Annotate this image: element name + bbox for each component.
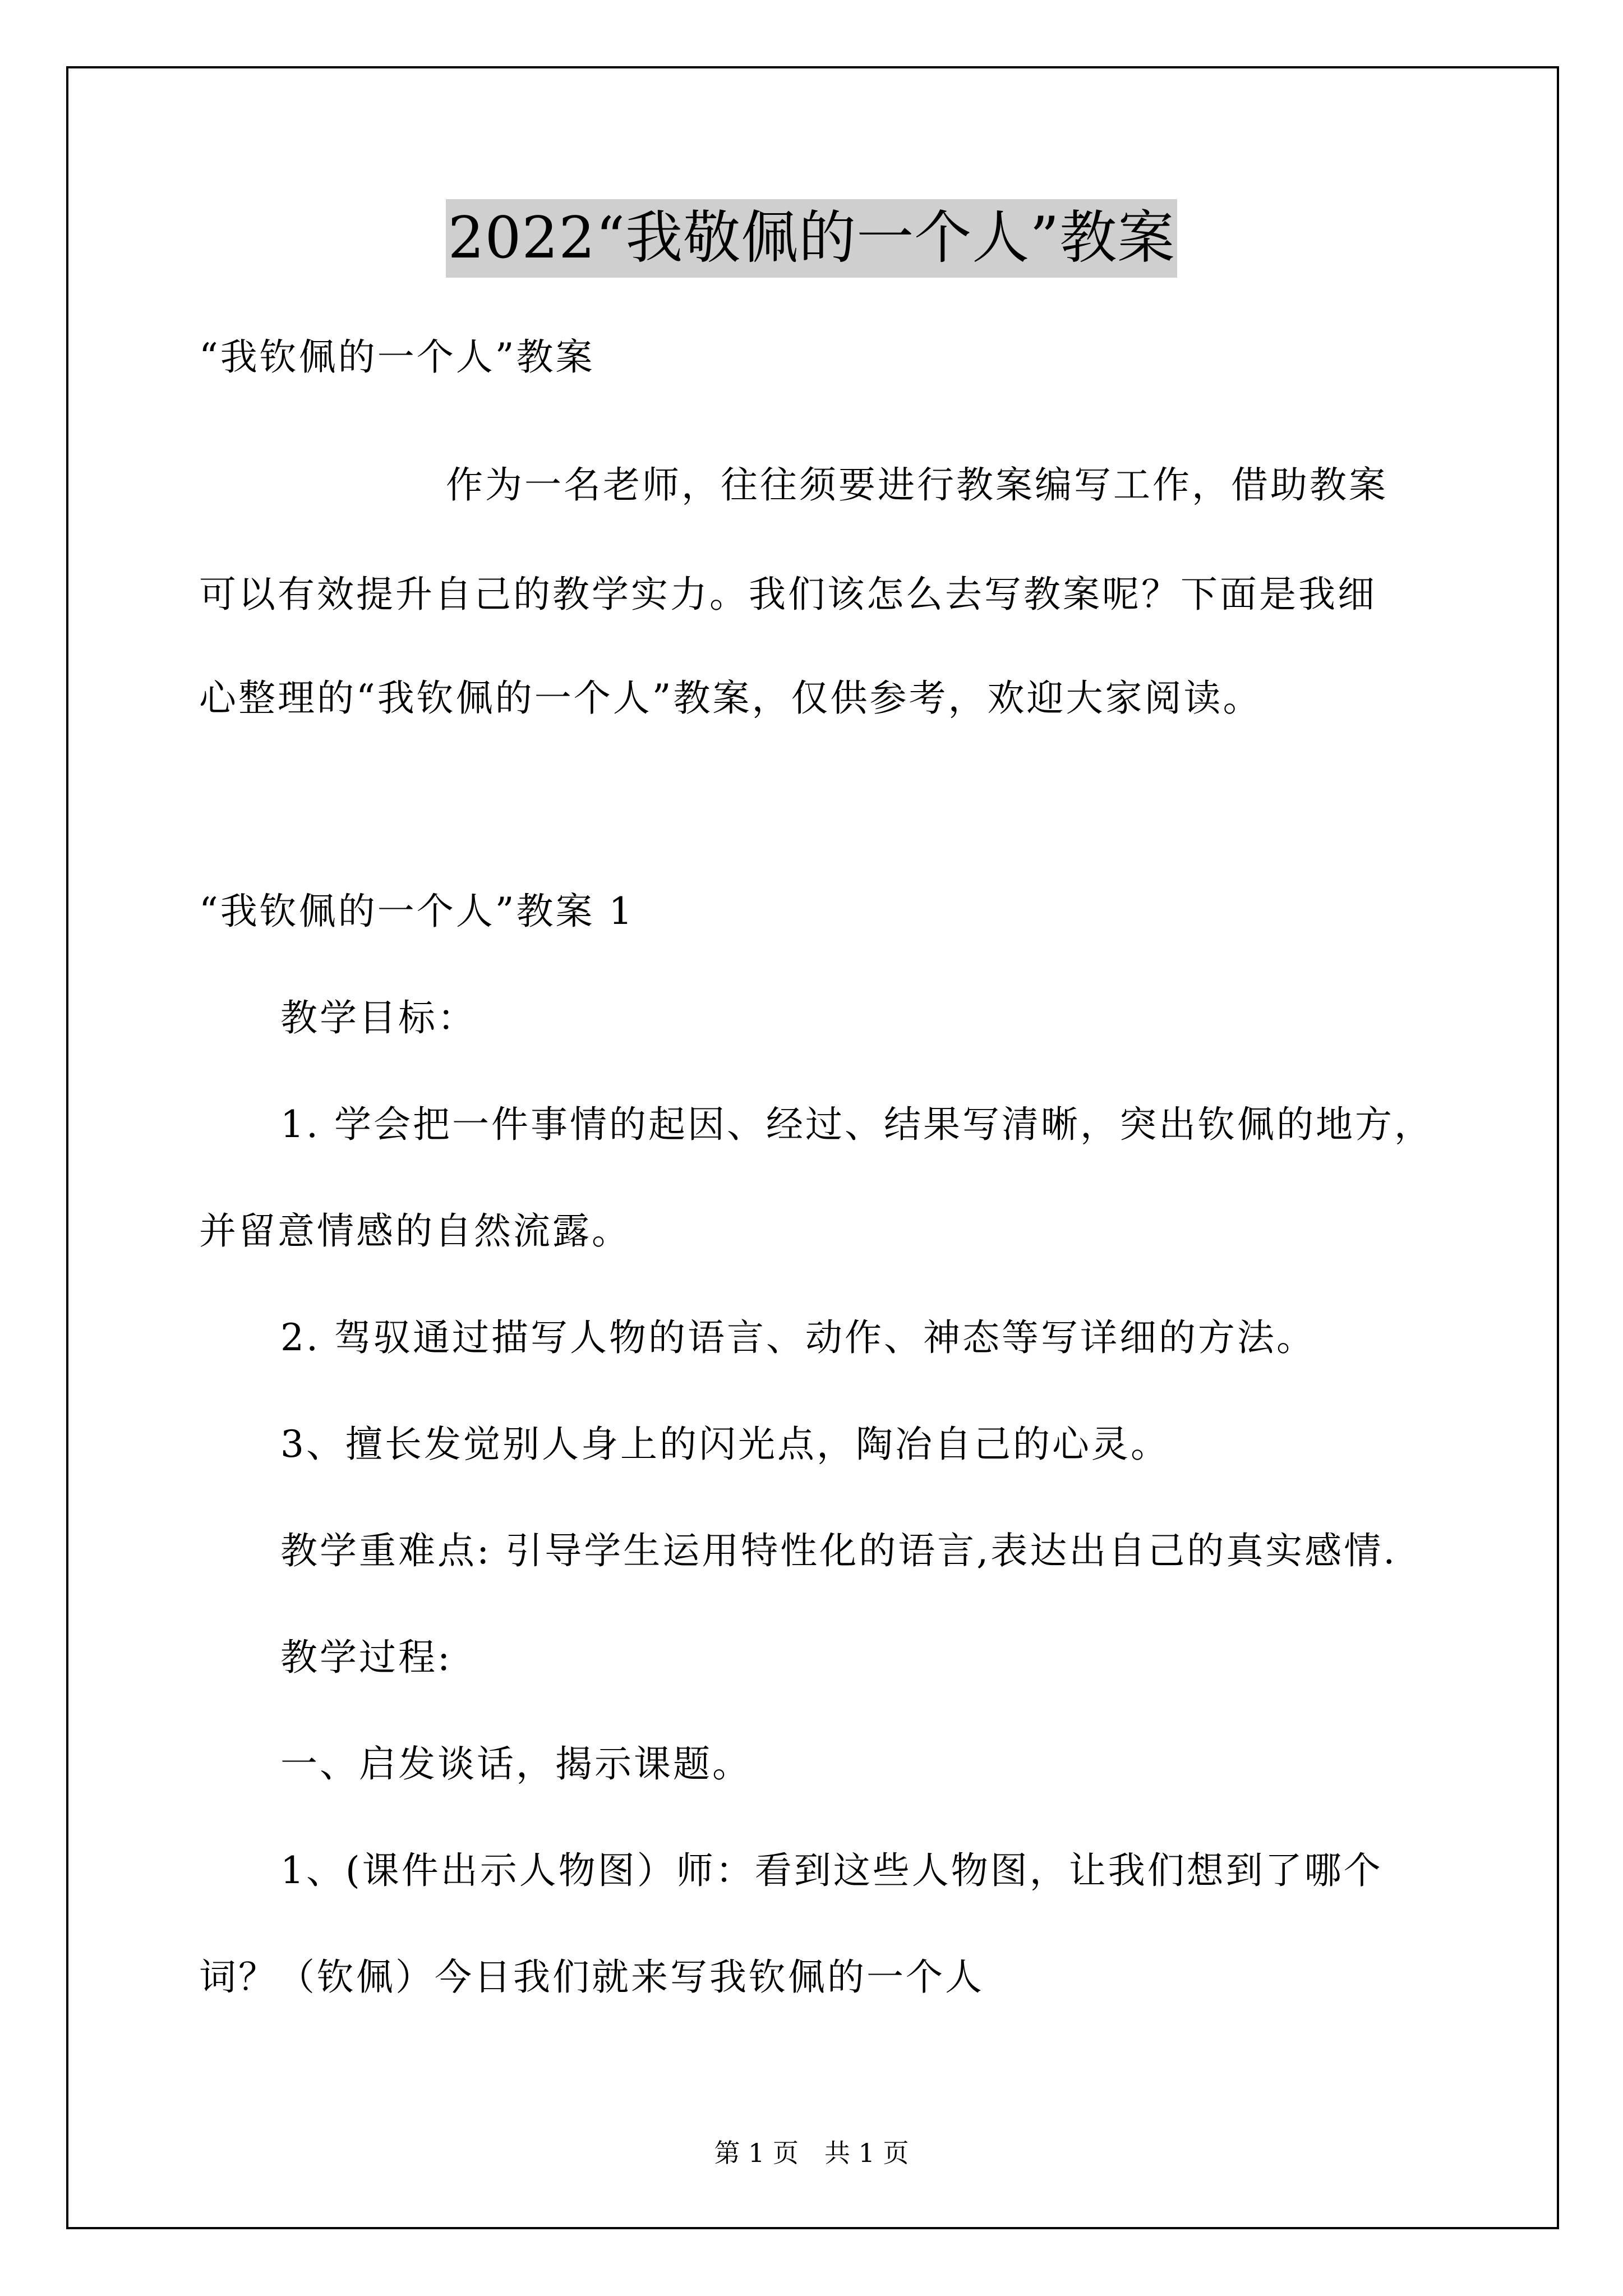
goal-3: 3、擅长发觉别人身上的闪光点，陶冶自己的心灵。 bbox=[280, 1423, 1170, 1466]
section-heading: “我钦佩的一个人”教案 1 bbox=[199, 890, 635, 933]
title-container bbox=[0, 199, 1623, 278]
document-subtitle: “我钦佩的一个人”教案 bbox=[199, 335, 595, 379]
intro-line-3: 心整理的“我钦佩的一个人”教案，仅供参考，欢迎大家阅读。 bbox=[199, 677, 1262, 720]
step-1-1-line-2: 词？（钦佩）今日我们就来写我钦佩的一个人 bbox=[199, 1955, 984, 1999]
process-label: 教学过程: bbox=[280, 1636, 453, 1679]
goal-1-line-1: 1. 学会把一件事情的起因、经过、结果写清晰，突出钦佩的地方， bbox=[280, 1103, 1433, 1146]
intro-line-1: 作为一名老师，往往须要进行教案编写工作，借助教案 bbox=[446, 463, 1388, 507]
intro-line-2: 可以有效提升自己的教学实力。我们该怎么去写教案呢？下面是我细 bbox=[199, 573, 1377, 616]
step-1-1-line-1: 1、(课件出示人物图）师：看到这些人物图，让我们想到了哪个 bbox=[280, 1849, 1383, 1892]
page-footer: 第 1 页 共 1 页 bbox=[714, 2138, 909, 2168]
goals-label: 教学目标： bbox=[280, 996, 477, 1039]
goal-1-line-2: 并留意情感的自然流露。 bbox=[199, 1209, 631, 1253]
goal-2: 2. 驾驭通过描写人物的语言、动作、神态等写详细的方法。 bbox=[280, 1316, 1316, 1359]
step-1: 一、启发谈话，揭示课题。 bbox=[280, 1742, 751, 1786]
document-title: 2022“我敬佩的一个人”教案 bbox=[446, 199, 1178, 278]
key-points: 教学重难点: 引导学生运用特性化的语言,表达出自己的真实感情. bbox=[280, 1529, 1398, 1572]
